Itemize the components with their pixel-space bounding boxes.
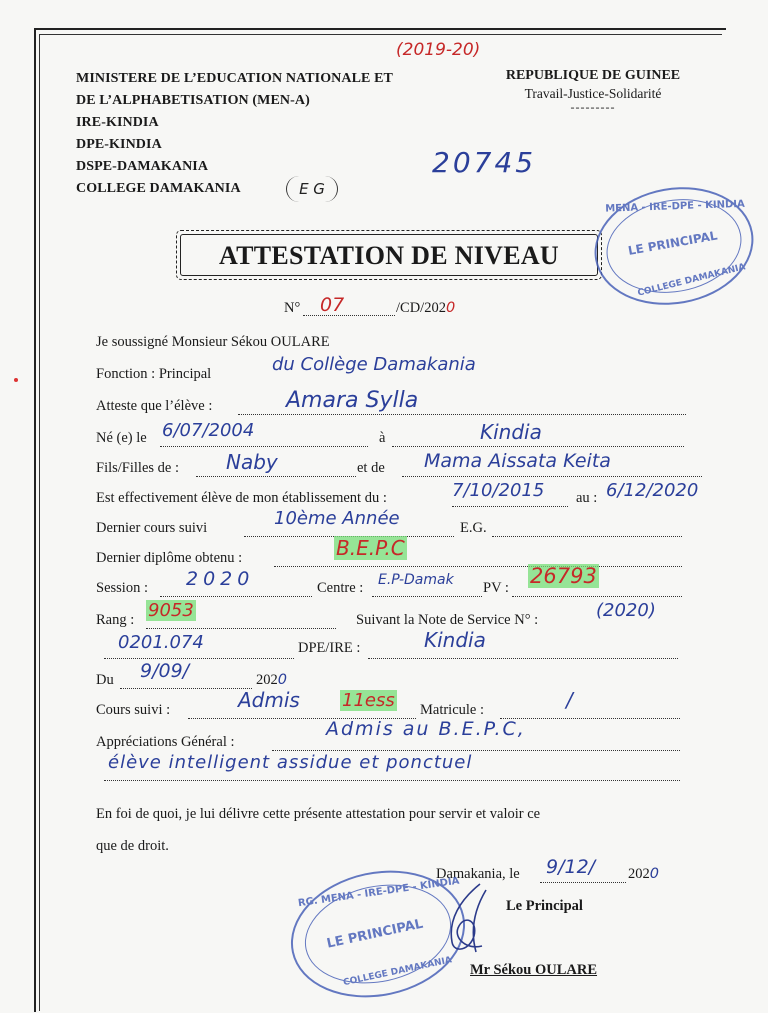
margin-mark xyxy=(14,378,18,382)
dpe-value: Kindia xyxy=(424,628,486,652)
registration-number: 20745 xyxy=(432,146,537,179)
stamp-top-bottom-text: COLLEGE DAMAKANIA xyxy=(636,262,747,299)
note-value: (2020) xyxy=(596,600,656,621)
fonction-value: du Collège Damakania xyxy=(272,354,476,375)
ne-lieu: Kindia xyxy=(480,420,542,444)
principal-role: Le Principal xyxy=(506,898,583,914)
centre-dots xyxy=(372,596,482,597)
cours-suivi-extra xyxy=(340,690,397,711)
ministry-header xyxy=(76,68,393,200)
dspe-line: DSPE-DAMAKANIA xyxy=(76,159,209,174)
stamp-bottom-bottom-text: COLLEGE DAMAKANIA xyxy=(342,955,453,989)
number-suffix: /CD/202 xyxy=(396,300,446,316)
ministry-line-2: DE L’ALPHABETISATION (MEN-A) xyxy=(76,93,310,108)
du-year-prefix: 202 xyxy=(256,672,278,688)
pere-dots xyxy=(196,476,356,477)
pv-value xyxy=(528,564,599,588)
college-line: COLLEGE DAMAKANIA xyxy=(76,181,241,196)
republic-motto: Travail-Justice-Solidarité xyxy=(524,86,662,101)
centre-value: E.P-Damak xyxy=(378,572,454,588)
appreciation-dots-1 xyxy=(272,750,680,751)
closing-date-value: 9/12/ xyxy=(546,856,596,878)
note-label: Suivant la Note de Service N° : xyxy=(356,612,539,628)
closing-year-digit: 0 xyxy=(649,866,659,882)
matricule-dots xyxy=(500,718,680,719)
rang-dots xyxy=(146,628,336,629)
mere: Mama Aissata Keita xyxy=(424,450,611,472)
session-dots xyxy=(160,596,312,597)
eg-label: E.G. xyxy=(460,520,487,536)
appreciation-line-1: Admis au B.E.P.C, xyxy=(326,718,526,740)
eg-dots xyxy=(492,536,682,537)
lieu-dots xyxy=(392,446,684,447)
a-label: à xyxy=(379,430,386,446)
ministry-line-1: MINISTERE DE L’EDUCATION NATIONALE ET xyxy=(76,71,393,86)
dpe-label: DPE/IRE : xyxy=(298,640,361,656)
du-year xyxy=(256,672,287,689)
republic-name: REPUBLIQUE DE GUINEE xyxy=(505,68,681,83)
etab-label: Est effectivement élève de mon établissement du : xyxy=(96,490,387,506)
cours-label: Dernier cours suivi xyxy=(96,520,208,536)
number-suffix-wrap xyxy=(396,300,455,317)
cours-value: 10ème Année xyxy=(274,508,400,529)
rang-label: Rang : xyxy=(96,612,135,628)
college-tag: E G xyxy=(286,176,338,202)
stamp-top-outer-text: MENA - IRE-DPE - KINDIA xyxy=(605,198,745,215)
number-value: 07 xyxy=(320,294,345,316)
et-de-label: et de xyxy=(357,460,385,476)
ne-label: Né (e) le xyxy=(96,430,147,446)
diplome-dots xyxy=(274,566,682,567)
closing-line-2: que de droit. xyxy=(96,838,169,854)
diplome-highlight: B.E.P.C xyxy=(336,536,405,560)
number-year-digit: 0 xyxy=(445,300,456,316)
title-box xyxy=(176,230,602,280)
pv-label: PV : xyxy=(483,580,509,596)
soussigne-label: Je soussigné Monsieur Sékou OULARE xyxy=(96,334,330,350)
motto-rule: --------- xyxy=(570,100,616,114)
session-value: 2020 xyxy=(186,568,255,590)
fils-label: Fils/Filles de : xyxy=(96,460,179,476)
ire-line: IRE-KINDIA xyxy=(76,115,159,130)
ne-date: 6/07/2004 xyxy=(162,420,255,441)
principal-name: Mr Sékou OULARE xyxy=(470,962,598,978)
dots xyxy=(303,315,395,316)
etab-du: 7/10/2015 xyxy=(452,480,545,501)
matricule-value: / xyxy=(566,688,573,712)
stamp-bottom-center-text: LE PRINCIPAL xyxy=(325,916,425,952)
eleve-dots xyxy=(238,414,686,415)
closing-year-prefix: 202 xyxy=(628,866,650,882)
note-number: 0201.074 xyxy=(118,632,204,653)
centre-label: Centre : xyxy=(317,580,364,596)
document-title: ATTESTATION DE NIVEAU xyxy=(218,241,560,270)
stamp-top-center-text: LE PRINCIPAL xyxy=(626,228,719,258)
du-value: 9/09/ xyxy=(140,660,190,682)
du-year-digit: 0 xyxy=(277,672,287,688)
signature-scrawl xyxy=(430,880,500,960)
appreciation-dots-2 xyxy=(104,780,680,781)
republic-header xyxy=(488,68,698,115)
appreciation-line-2: élève intelligent assidue et ponctuel xyxy=(108,752,473,773)
rang-value xyxy=(146,600,196,621)
pv-highlight: 26793 xyxy=(530,564,597,588)
diplome-value xyxy=(334,536,407,560)
ne-date-dots xyxy=(160,446,368,447)
matricule-label: Matricule : xyxy=(420,702,485,718)
note-number-dots xyxy=(104,658,294,659)
du-label: Du xyxy=(96,672,114,688)
eleve-label: Atteste que l’élève : xyxy=(96,398,213,414)
closing-year xyxy=(628,866,659,883)
du-dots xyxy=(120,688,252,689)
diplome-label: Dernier diplôme obtenu : xyxy=(96,550,243,566)
appreciation-label: Appréciations Général : xyxy=(96,734,235,750)
eleve-value: Amara Sylla xyxy=(286,388,419,413)
cours-suivi-label: Cours suivi : xyxy=(96,702,171,718)
closing-line-1: En foi de quoi, je lui délivre cette présente attestation pour servir et valoir ce xyxy=(96,806,541,822)
dpe-line: DPE-KINDIA xyxy=(76,137,162,152)
etab-du-dots xyxy=(452,506,568,507)
number-prefix: N° xyxy=(284,300,301,316)
closing-place: Damakania, le xyxy=(436,866,520,882)
etab-au: 6/12/2020 xyxy=(606,480,699,501)
dpe-dots xyxy=(368,658,678,659)
stamp-bottom-outer-text: RG. MENA - IRE-DPE - KINDIA xyxy=(297,875,461,910)
pv-dots xyxy=(512,596,682,597)
pere: Naby xyxy=(226,450,278,474)
cours-suivi-highlight: 11ess xyxy=(342,690,395,711)
mere-dots xyxy=(402,476,702,477)
cours-suivi-value: Admis xyxy=(238,688,300,712)
au-label: au : xyxy=(576,490,598,506)
fonction-label: Fonction : Principal xyxy=(96,366,212,382)
session-label: Session : xyxy=(96,580,148,596)
closing-date-dots xyxy=(540,882,626,883)
number-line xyxy=(284,300,300,317)
rang-highlight: 9053 xyxy=(148,600,194,621)
handwritten-year: (2019-20) xyxy=(396,40,481,60)
